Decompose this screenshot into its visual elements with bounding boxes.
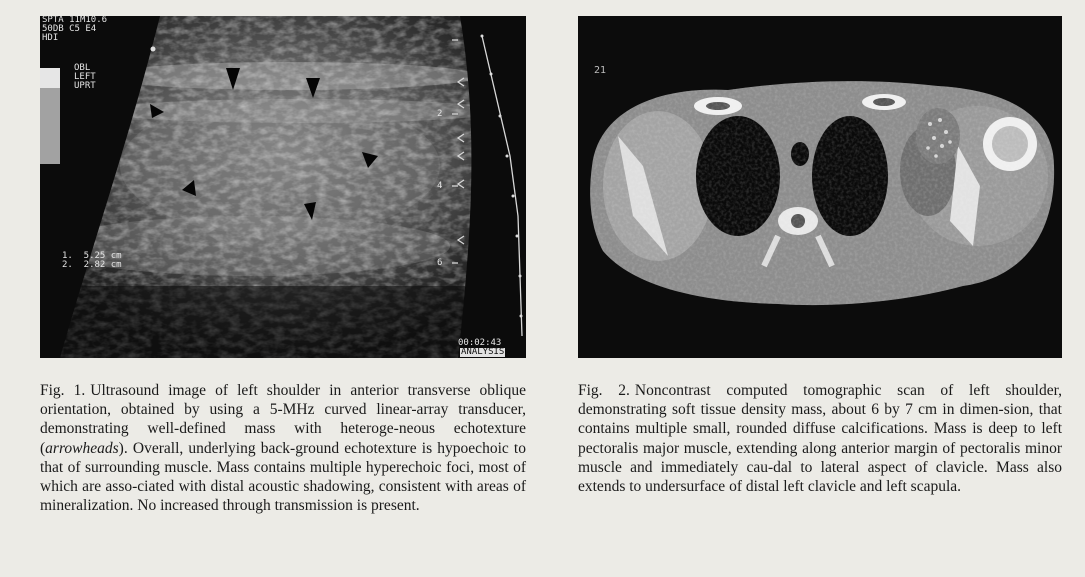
ultrasound-image	[40, 16, 526, 358]
us-timestamp: 00:02:43	[458, 338, 502, 348]
figure-1-label: Fig. 1.	[40, 382, 86, 399]
us-header-boxed: 11M10.6	[69, 16, 108, 25]
figure-1-caption-italic: arrowheads	[45, 439, 119, 457]
figure-1-caption-text-b: ). Overall, underlying back-ground echotexture is hypoechoic to that of surrounding muscle. Mass contains multiple hyperechoic foci, most of which are asso-ciated with distal acoustic shadowing, consistent with areas of mineralization. No increased through transmission is present.	[40, 439, 526, 515]
ultrasound-scan	[40, 16, 526, 358]
ct-image	[578, 16, 1062, 358]
us-measurement-1: 1. 5.25 cm	[62, 251, 122, 261]
us-depth-6: 6	[437, 258, 443, 268]
ct-scan	[578, 16, 1062, 358]
us-orientation-3: UPRT	[74, 81, 96, 91]
us-measurement-2: 2. 2.82 cm	[62, 260, 122, 270]
figure-1-caption	[40, 381, 526, 515]
figure-2-caption-text: Noncontrast computed tomographic scan of left shoulder, demonstrating soft tissue density mass, about 6 by 7 cm in dimen-sion, that contains multiple small, rounded diffuse calcifications. Mass is deep to left pectoralis major muscle, extending along anterior margin of pectoralis minor muscle and immediately cau-dal to lateral aspect of clavicle. Mass also extends to undersurface of distal left clavicle and left scapula.	[578, 382, 1062, 496]
us-header-line-3: HDI	[42, 33, 59, 43]
figure-1-caption-text-a: Ultrasound image of left shoulder in anterior transverse oblique orientation, obtained by using a 5-MHz curved linear-array transducer, demonstrating well-defined mass with heteroge-neous echotexture (	[40, 382, 526, 457]
figure-2-caption	[578, 381, 1062, 496]
us-depth-4: 4	[437, 181, 443, 191]
us-orientation-2: LEFT	[74, 72, 96, 82]
ct-slice-number: 21	[594, 65, 607, 76]
us-header-line-2: 50DB C5 E4	[42, 24, 97, 34]
us-orientation-1: OBL	[74, 63, 91, 73]
us-header-line-1: SPTA 11M10.6	[42, 16, 108, 25]
us-mode-label: ANALYSIS	[461, 347, 505, 357]
us-depth-2: 2	[437, 109, 443, 119]
figure-2-label: Fig. 2.	[578, 382, 630, 399]
